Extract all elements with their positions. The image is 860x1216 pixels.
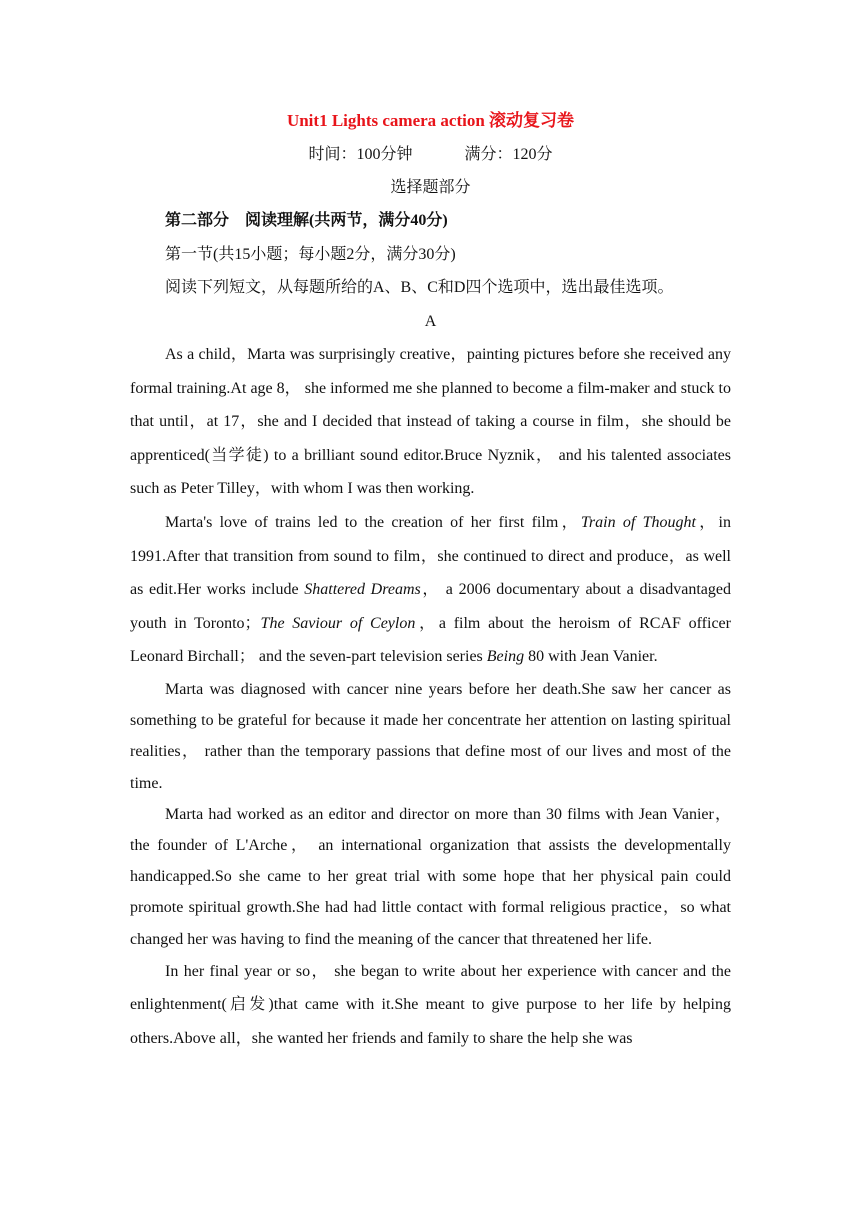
paragraph-1: As a child，Marta was surprisingly creative，painting pictures before she received any formal training.At age 8， she informed me she planned to become a film-maker and stuck to that until，at 17，she and I decided that instead of taking a course in film，she should be apprenticed(当学徒) to a brilliant sound editor.Bruce Nyznik， and his talented associates such as Peter Tilley，with whom I was then working. [130,346,731,498]
film-title-train-of-thought: Train of Thought [580,513,696,531]
exam-score: 满分：120分 [464,146,553,163]
paragraph-2 [130,506,731,674]
document-body [130,104,731,1056]
part-heading: 第二部分 阅读理解(共两节，满分40分) [165,212,448,229]
paragraph-2-text-a: Marta's love of trains led to the creation of her first film， [165,513,581,531]
exam-meta [130,138,731,171]
paragraph-2-text-b: ，in 1991.After that transition from sound to film，she continued to direct and produce，as well as edit.Her works include [130,513,731,599]
section-heading: 选择题部分 [390,179,471,196]
instruction-text: 阅读下列短文，从每题所给的A、B、C和D四个选项中，选出最佳选项。 [165,279,674,296]
paragraph-2-text-e: 80 with Jean Vanier. [524,648,658,666]
paragraph-5: In her final year or so， she began to write about her experience with cancer and the enlightenment(启发)that came with it.She meant to give purpose to her life by helping others.Above all，she wanted her friends and family to share the help she was [130,962,731,1047]
passage-label: A [424,312,437,330]
film-title-being: Being [486,648,525,666]
paragraph-2-text-d: ，a film about the heroism of RCAF officer Leonard Birchall； and the seven-part television series [130,614,731,666]
paragraph-2-text-c: ， a 2006 documentary about a disadvantaged youth in Toronto； [130,581,731,632]
exam-time: 时间：100分钟 [308,146,413,163]
document-title: Unit1 Lights camera action 滚动复习卷 [286,111,575,130]
film-title-saviour-of-ceylon: The Saviour of Ceylon [260,614,416,632]
paragraph-4: Marta had worked as an editor and director on more than 30 films with Jean Vanier， the founder of L'Arche， an international organization that assists the developmentally handicapped.So she came to her great trial with some hope that her physical pain could promote spiritual growth.She had had little contact with formal religious practice，so what changed her was having to find the meaning of the cancer that threatened her life. [130,805,731,948]
film-title-shattered-dreams: Shattered Dreams [304,581,421,599]
subsection-heading: 第一节(共15小题；每小题2分，满分30分) [165,245,456,263]
paragraph-3: Marta was diagnosed with cancer nine years before her death.She saw her cancer as something to be grateful for because it made her concentrate her attention on lasting spiritual realities， rather than the temporary passions that define most of our lives and most of the time. [130,680,731,792]
